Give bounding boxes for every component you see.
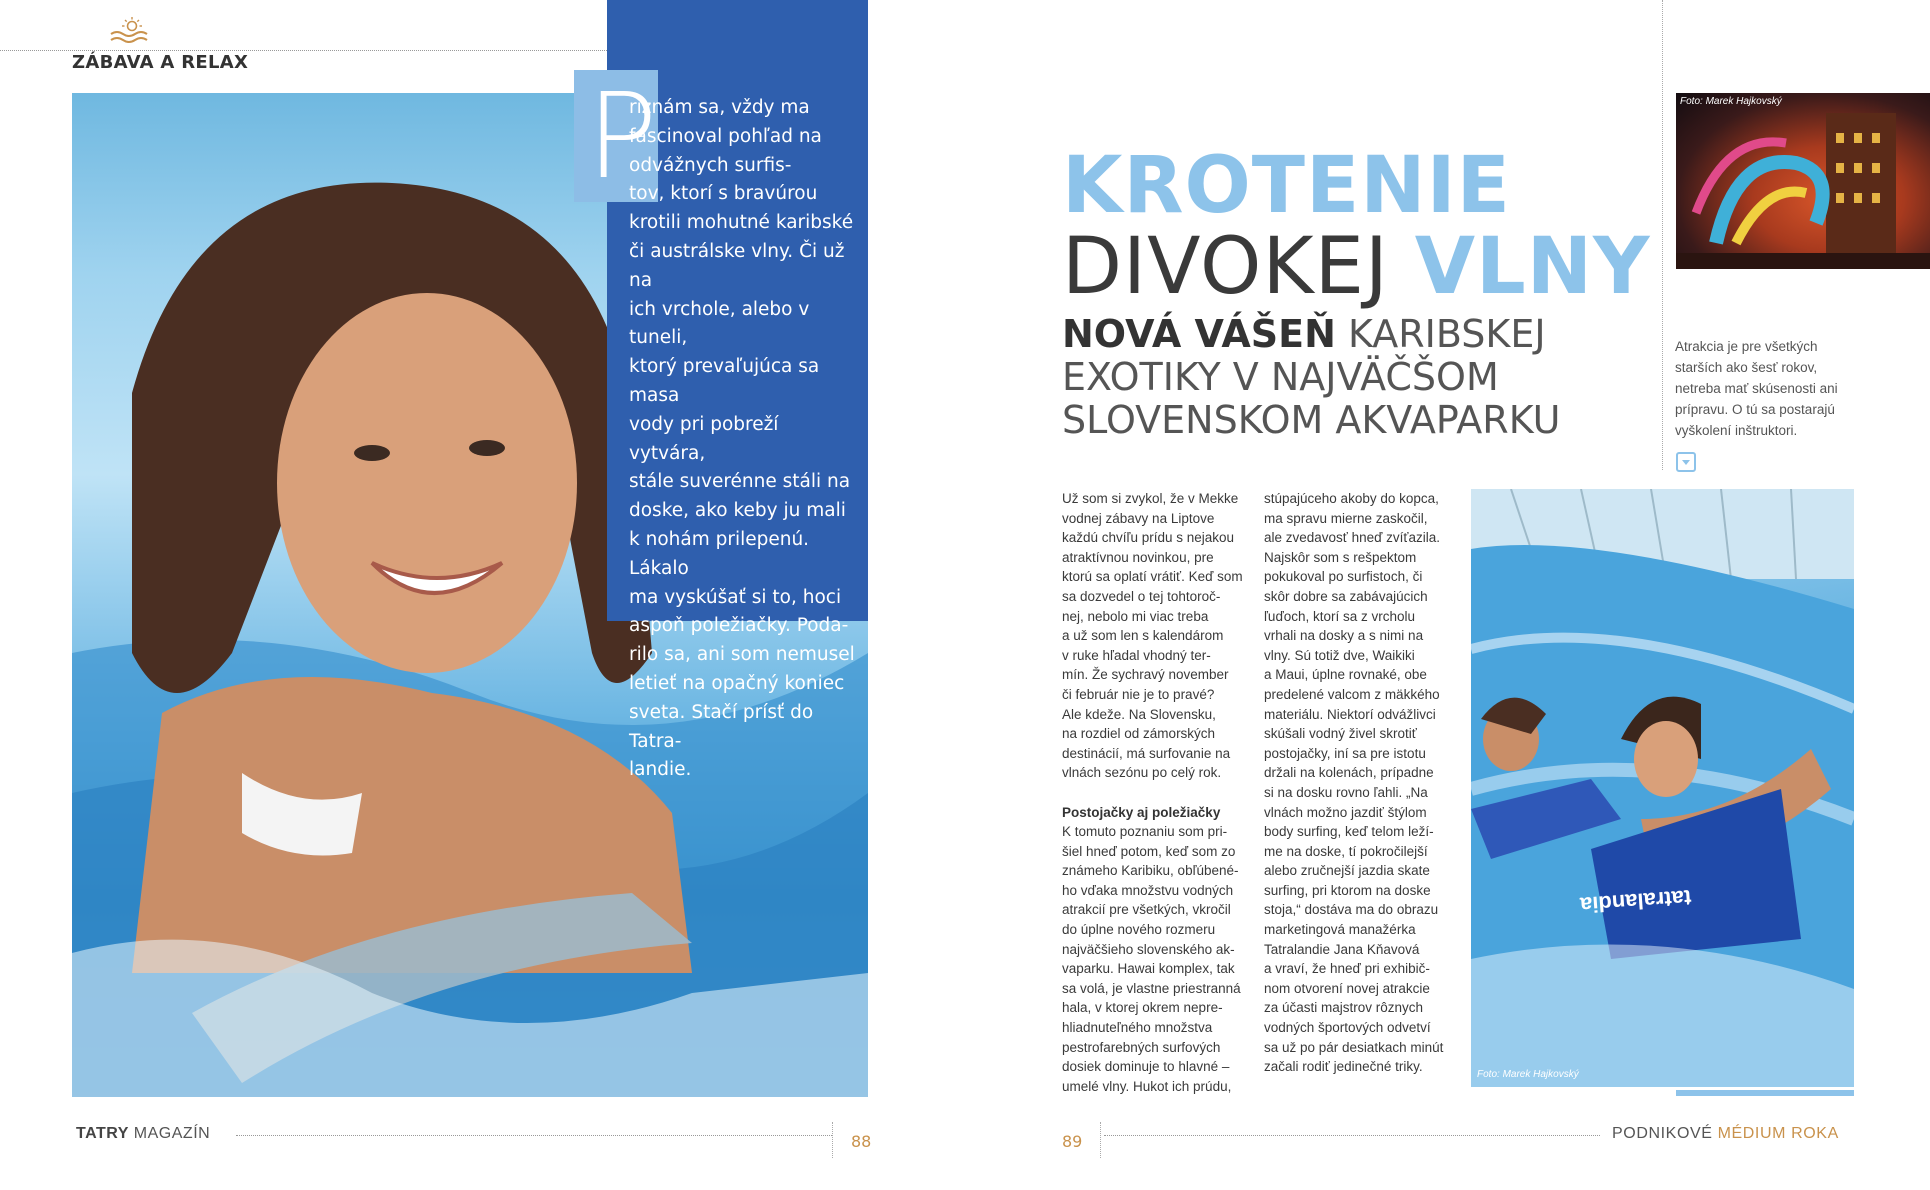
- side-photo-credit: Foto: Marek Hajkovský: [1680, 96, 1782, 107]
- wave-surfing-photo: [1471, 489, 1854, 1087]
- page-number-left: 88: [851, 1132, 872, 1151]
- headline-word-divokej: DIVOKEJ: [1062, 222, 1415, 312]
- down-arrow-icon: [1676, 452, 1696, 472]
- magazine-brand: [76, 1125, 210, 1143]
- footer-right-divider: [1104, 1135, 1600, 1136]
- award-tagline: [1612, 1125, 1839, 1143]
- brand-rest: MAGAZÍN: [128, 1125, 211, 1142]
- footer-left-divider: [236, 1135, 832, 1136]
- subtitle-rest: KARIBSKEJ EXOTIKY V NAJVÄČŠOM SLOVENSKOM AKVAPARKU: [1062, 312, 1561, 442]
- page-number-right: 89: [1062, 1132, 1083, 1151]
- subtitle-bold: NOVÁ VÁŠEŇ: [1062, 312, 1336, 356]
- intro-text: riznám sa, vždy ma fascinoval pohľad na odvážnych surfis- tov, ktorí s bravúrou krotili mohutné karibské či austrálske vlny. Či už na ich vrchole, alebo v tuneli, ktorý prevaľujúca sa masa vody pri pobreží vytvára, stále suverénne stáli na doske, ako keby ju mali k nohám prilepenú. Lákalo ma vyskúšať si to, hoci aspoň poležiačky. Poda- rilo sa, ani som nemusel letieť na opačný koniec sveta. Stačí prísť do Tatra- landie.: [629, 97, 855, 781]
- dropcap-letter: P: [586, 67, 658, 205]
- footer-left-vrule: [832, 1122, 833, 1158]
- headline-line-1: KROTENIE: [1062, 141, 1511, 231]
- brand-bold: TATRY: [76, 1125, 129, 1142]
- footer-right-vrule: [1100, 1122, 1101, 1158]
- section-label: ZÁBAVA A RELAX: [72, 52, 249, 73]
- sidebar-vrule: [1662, 0, 1663, 470]
- article-column-1: [1062, 489, 1248, 1096]
- header-divider: [0, 50, 607, 51]
- article-column-2: stúpajúceho akoby do kopca, ma spravu mierne zaskočil, ale zvedavosť hneď zvíťazila. Najskôr som s rešpektom pokukoval po surfistoch, či skôr dobre sa zabávajúcich ľuďoch, ktorí sa z vrcholu vrhali na dosky a s nimi na vlny. Sú totiž dve, Waikiki a Maui, úplne rovnaké, obe predelené valcom z mäkkého materiálu. Niektorí odvážlivci skúšali vodný živel skrotiť postojačky, iní sa pre istotu držali na kolenách, prípadne si na dosku rovno ľahli. „Na vlnách možno jazdiť štýlom body surfing, keď telom leží- me na doske, tí pokročilejší alebo zručnejší jazdia skate surfing, pri ktorom na doske stoja,“ dostáva ma do obrazu marketingová manažérka Tatralandie Jana Kňavová a vraví, že hneď pri exhibič- nom otvorení novej atrakcie za účasti majstrov rôznych vodných športových odvetví sa už po pár desiatkach minút začali rodiť jedinečné triky.: [1264, 491, 1444, 1075]
- wave-photo-credit: Foto: Marek Hajkovský: [1477, 1069, 1579, 1080]
- photo-accent-bar: [1676, 1090, 1854, 1096]
- board-text: tatralandia: [1579, 885, 1693, 918]
- column1-subhead: Postojačky aj poležiačky: [1062, 804, 1221, 820]
- subtitle: [1062, 313, 1622, 442]
- headline-word-vlny: VLNY: [1414, 222, 1651, 312]
- column1-part2: K tomuto poznaniu som pri- šiel hneď potom, keď som zo známeho Karibiku, obľúbené- ho vďaka množstvu vodných atrakcií pre všetkých, vkročil do úplne nového rozmeru najväčšieho slovenského ak- vaparku. Hawai komplex, tak sa volá, je vlastne priestranná hala, v ktorej okrem nepre- hliadnuteľného množstva pestrofarebných surfových dosiek dominuje to hlavné – umelé vlny. Hukot ich prúdu,: [1062, 824, 1241, 1094]
- column1-part1: Už som si zvykol, že v Mekke vodnej zábavy na Liptove každú chvíľu prídu s nejakou atraktívnou novinkou, pre ktorú sa oplatí vrátiť. Keď som sa dozvedel o tej tohtoroč- nej, nebolo mi viac treba a už som len s kalendárom v ruke hľadal vhodný ter- mín. Že sychravý november či február nie je to pravé? Ale kdeže. Na Slovensku, na rozdiel od zámorských destinácií, má surfovanie na vlnách sezónu po celý rok.: [1062, 491, 1243, 781]
- tagline-plain: PODNIKOVÉ: [1612, 1125, 1718, 1142]
- photo-caption: Atrakcia je pre všetkých starších ako šesť rokov, netreba mať skúsenosti ani prípravu. O tú sa postarajú vyškolení inštruktori.: [1675, 339, 1838, 438]
- sun-waves-icon: [108, 16, 148, 46]
- tagline-accent: MÉDIUM ROKA: [1717, 1125, 1839, 1142]
- aquapark-night-photo: [1676, 93, 1930, 269]
- headline-line-2: [1062, 224, 1651, 310]
